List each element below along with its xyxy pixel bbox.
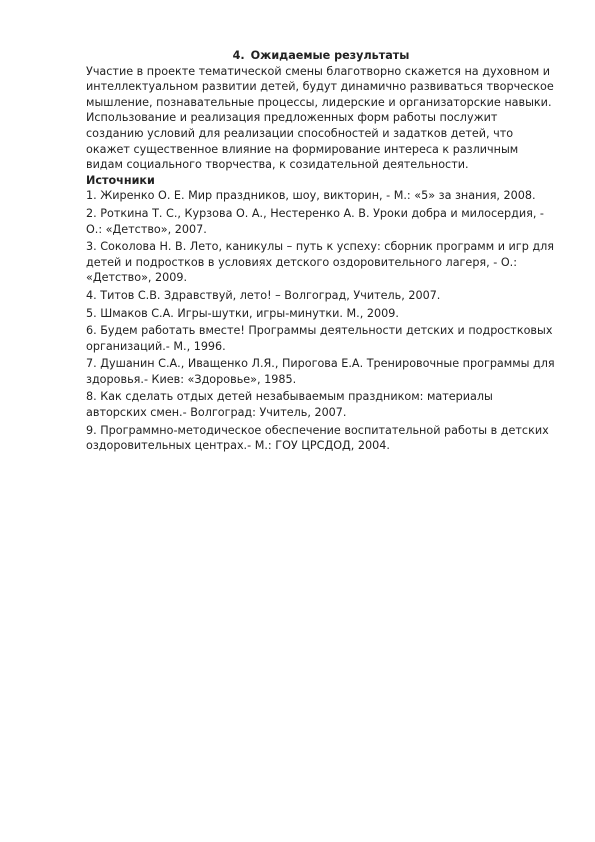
paragraph: Использование и реализация предложенных форм работы послужит созданию условий для реализации способностей и задатков детей, что окажет существенное влияние на формирование интереса к различным видам социального творчества, к созидательной деятельности. bbox=[86, 111, 519, 172]
section-title: Ожидаемые результаты bbox=[250, 49, 410, 62]
source-item: 6. Будем работать вместе! Программы деятельности детских и подростковых организаций.- М., 1996. bbox=[86, 324, 553, 353]
source-item: 7. Душанин С.А., Иващенко Л.Я., Пирогова Е.А. Тренировочные программы для здоровья.- Киев: «Здоровье», 1985. bbox=[86, 357, 555, 386]
sources-list bbox=[86, 188, 556, 454]
source-item: 2. Роткина Т. С., Курзова О. А., Нестеренко А. В. Уроки добра и милосердия, - О.: «Детство», 2007. bbox=[86, 206, 544, 236]
source-item: 1. Жиренко О. Е. Мир праздников, шоу, викторин, - М.: «5» за знания, 2008. bbox=[86, 189, 536, 203]
source-item: 9. Программно-методическое обеспечение воспитательной работы в детских оздоровительных центрах.- М.: ГОУ ЦРСДОД, 2004. bbox=[86, 423, 549, 453]
document-page bbox=[86, 48, 556, 454]
section-number: 4. bbox=[232, 49, 245, 62]
paragraph: Участие в проекте тематической смены благотворно скажется на духовном и интеллектуальном развитии детей, будут динамично развиваться творческое мышление, познавательные процессы, лидерские и организаторские навыки. bbox=[86, 64, 554, 109]
section-heading bbox=[86, 48, 556, 64]
source-item: 3. Соколова Н. В. Лето, каникулы – путь к успеху: сборник программ и игр для детей и подростков в условиях детского оздоровительного лагеря, - О.: «Детство», 2009. bbox=[86, 240, 554, 285]
source-item: 4. Титов С.В. Здравствуй, лето! – Волгоград, Учитель, 2007. bbox=[86, 288, 441, 302]
source-item: 8. Как сделать отдых детей незабываемым праздником: материалы авторских смен.- Волгоград: Учитель, 2007. bbox=[86, 390, 493, 420]
source-item: 5. Шмаков С.А. Игры-шутки, игры-минутки. М., 2009. bbox=[86, 306, 399, 320]
sources-title: Источники bbox=[86, 173, 155, 187]
